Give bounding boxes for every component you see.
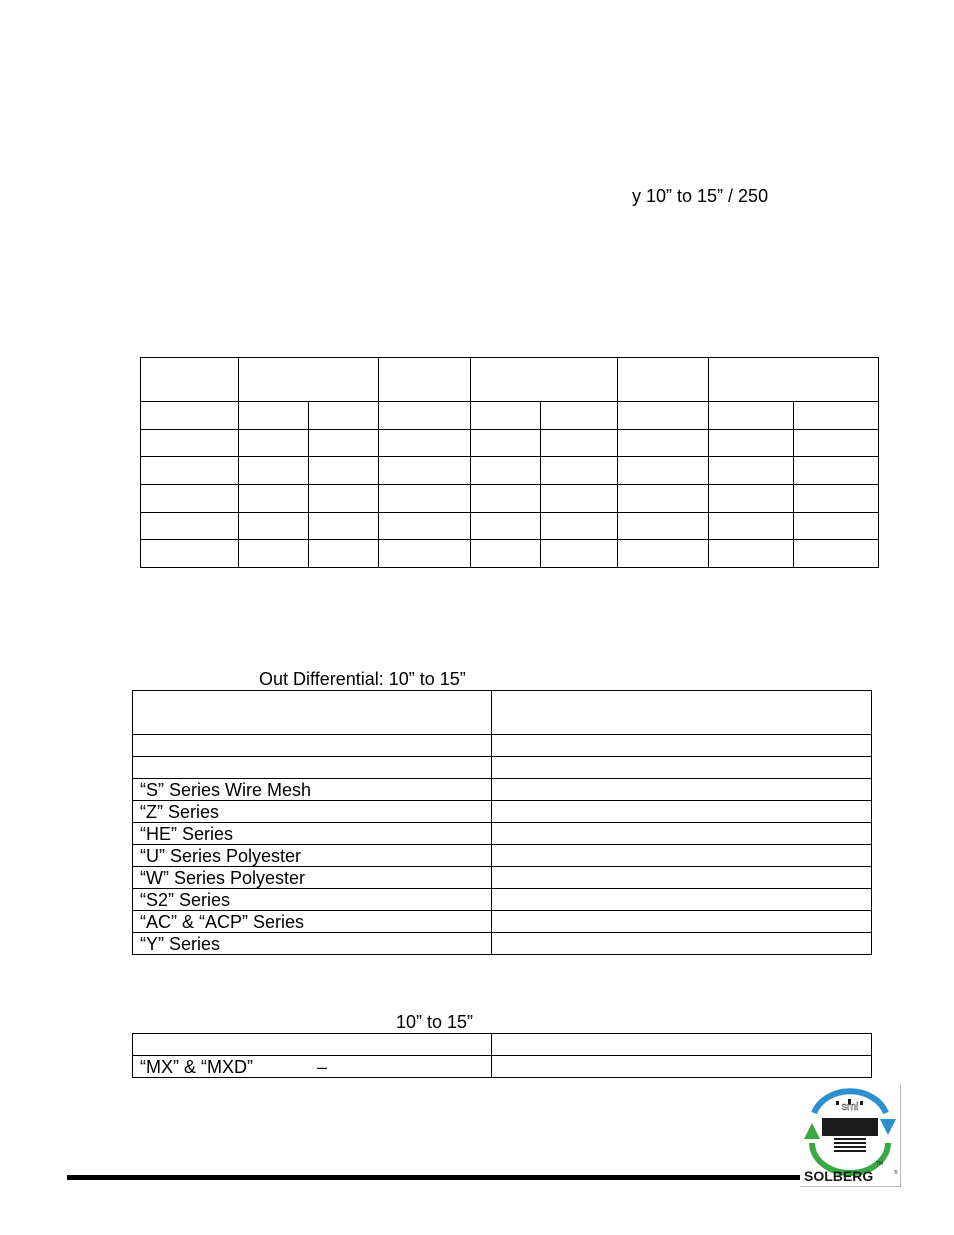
table-cell bbox=[492, 779, 872, 801]
solberg-logo-icon bbox=[800, 1083, 901, 1187]
table-row bbox=[133, 933, 872, 955]
series-name-cell: “W” Series Polyester bbox=[133, 867, 492, 889]
table-cell bbox=[133, 757, 492, 779]
dash-separator: – bbox=[316, 1057, 327, 1077]
table-cell bbox=[492, 933, 872, 955]
grid-header-cell bbox=[618, 358, 709, 402]
spec-fragment: y 10” to 15” / 250 bbox=[632, 186, 769, 206]
series-name-cell: “U” Series Polyester bbox=[133, 845, 492, 867]
mx-series-table bbox=[132, 1033, 872, 1078]
table-row bbox=[133, 823, 872, 845]
grid-row bbox=[141, 429, 879, 457]
grid-row bbox=[141, 457, 879, 485]
table-cell bbox=[492, 889, 872, 911]
filter-series-table bbox=[132, 690, 872, 955]
footer-rule bbox=[67, 1175, 800, 1180]
logo-monogram: smi bbox=[841, 1101, 859, 1113]
logo-registered: ® bbox=[894, 1170, 898, 1176]
table-cell bbox=[133, 691, 492, 735]
logo-brand: SOLBERG bbox=[804, 1168, 874, 1184]
grid-header-cell bbox=[709, 358, 879, 402]
table-cell bbox=[133, 735, 492, 757]
series-name-cell: “Z” Series bbox=[133, 801, 492, 823]
series-name-cell: “AC” & “ACP” Series bbox=[133, 911, 492, 933]
table-row bbox=[133, 867, 872, 889]
table-row bbox=[133, 889, 872, 911]
table-cell bbox=[492, 1034, 872, 1056]
grid-header-row bbox=[141, 358, 879, 402]
table-cell bbox=[492, 845, 872, 867]
series-name-cell: “S” Series Wire Mesh bbox=[133, 779, 492, 801]
table-cell bbox=[492, 735, 872, 757]
series-name-cell: “HE” Series bbox=[133, 823, 492, 845]
grid-row bbox=[141, 402, 879, 430]
section1-caption: Out Differential: 10” to 15” bbox=[259, 669, 466, 689]
table-row bbox=[133, 757, 872, 779]
grid-header-cell bbox=[379, 358, 471, 402]
series-name-cell bbox=[133, 1056, 492, 1078]
grid-row bbox=[141, 484, 879, 512]
section2-caption: 10” to 15” bbox=[396, 1012, 474, 1032]
table-row bbox=[133, 845, 872, 867]
table-header-row bbox=[133, 691, 872, 735]
table-row bbox=[133, 1056, 872, 1078]
logo-tm: TM bbox=[876, 1161, 884, 1167]
table-cell bbox=[492, 801, 872, 823]
table-cell bbox=[492, 691, 872, 735]
grid-row bbox=[141, 540, 879, 568]
table-row bbox=[133, 1034, 872, 1056]
grid-header-cell bbox=[141, 358, 239, 402]
table-cell bbox=[492, 757, 872, 779]
table-cell bbox=[133, 1034, 492, 1056]
table-cell bbox=[492, 823, 872, 845]
grid-header-cell bbox=[239, 358, 379, 402]
table-row bbox=[133, 911, 872, 933]
spec-grid-table bbox=[140, 357, 879, 568]
series-name-cell: “S2” Series bbox=[133, 889, 492, 911]
solberg-logo bbox=[800, 1083, 901, 1187]
table-cell bbox=[492, 1056, 872, 1078]
table-row bbox=[133, 779, 872, 801]
table-cell bbox=[492, 867, 872, 889]
series-name: “MX” & “MXD” bbox=[140, 1057, 253, 1077]
grid-header-cell bbox=[471, 358, 618, 402]
grid-row bbox=[141, 512, 879, 540]
table-row bbox=[133, 735, 872, 757]
series-name-cell: “Y” Series bbox=[133, 933, 492, 955]
table-cell bbox=[492, 911, 872, 933]
table-row bbox=[133, 801, 872, 823]
